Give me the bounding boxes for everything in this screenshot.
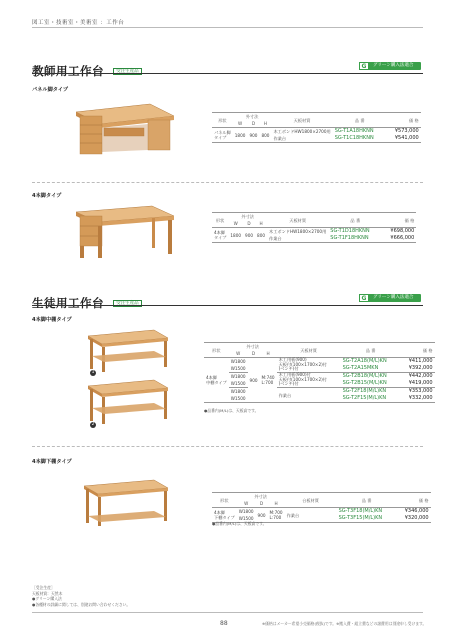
material-cell: 木工ボンドHW1800×2700用 [269, 229, 327, 234]
section-title: 生徒用工作台 [32, 296, 104, 310]
product-code: SG-T2B15(M/L)KN [342, 380, 387, 386]
product-code: SG-T3F18(M/L)KN [337, 508, 397, 516]
price: ¥411,000 [401, 358, 435, 366]
product-code: SG-T1D18HKNN [328, 228, 382, 236]
product-code: SG-T1F18HKNN [328, 235, 382, 243]
order-note-badge: 受注生産品 [113, 300, 142, 307]
product-code: SG-T1A18HKNN [333, 128, 387, 136]
product-code: SG-T3F15(M/L)KN [337, 515, 397, 523]
type-divider [32, 182, 423, 183]
material-cell: 木工ボンドHW1800×2700用 [273, 129, 331, 134]
marker-1: 1 [91, 370, 95, 375]
footnote: ●品番内(M/L)は、天板高です。 [212, 521, 267, 526]
header-divider [32, 27, 423, 28]
section-title-teacher [32, 60, 142, 79]
section-divider [32, 73, 423, 74]
footnote: ●品番内(M/L)は、天板高です。 [204, 408, 259, 413]
bottom-note: ［受注生産］ 天板材質：天然木 ●グリーン購入法 ●各種材の詳細に関しては、別途お問い合わせください。 [32, 585, 131, 607]
green-purchase-badge: G グリーン購入法適合 [359, 62, 421, 70]
marker-2: 2 [91, 422, 95, 427]
product-code: SG-T2A15MKN [342, 365, 379, 371]
product-code: SG-T2F15(M/L)KN [341, 395, 401, 403]
type-label-low-shelf: 4本脚下棚タイプ [32, 459, 72, 465]
section-title: 教師用工作台 [32, 64, 104, 78]
product-code: SG-T1C18HKNN [333, 135, 387, 143]
section-title-student [32, 292, 142, 311]
price: ¥353,000 [401, 388, 435, 396]
section-divider [32, 305, 423, 306]
page-number: 88 [220, 620, 228, 627]
material-cell: 作業台 [271, 135, 332, 143]
spec-table-low-shelf: 形状 外寸法 台板材質 品 番 価 格 W D H 4本脚 下棚タイプ W1800 900 M:700 L:700 作業台 SG-T3F18(M/L)KN ¥346,000 W1500 SG-T3F15(M/L)KN ¥320,000 [214, 494, 429, 521]
student-bench-image-1 [84, 328, 170, 374]
panel-leg-desk-image [70, 100, 176, 158]
type-label-mid-shelf: 4本脚中棚タイプ [32, 317, 72, 323]
price: ¥573,000 [387, 128, 421, 136]
material-cell: 木工用板(900)付 天板付(100×1700×2)付 (ベンチ)付 [277, 373, 341, 388]
material-cell: 作業台 [277, 388, 341, 403]
price: ¥666,000 [382, 235, 416, 243]
price: ¥442,000 [401, 373, 435, 381]
material-cell: 木工用板(900) 天板付(100×1700×2)付 (ベンチ)付 [277, 358, 341, 373]
order-note-badge: 受注生産品 [113, 68, 142, 75]
product-code: SG-T2B18(M/L)KN [341, 373, 401, 381]
breadcrumb: 図工室・技術室・美術室 ：工作台 [32, 20, 125, 26]
green-logo-icon: G [359, 62, 369, 70]
material-cell: 作業台 [285, 508, 337, 523]
footer-divider [32, 612, 423, 613]
four-leg-desk-image [70, 204, 176, 262]
price: ¥320,000 [397, 515, 431, 523]
spec-table-panel: 形状 外寸法 天板材質 品 番 価 格 W D H パネル脚 タイプ 1800 900 800 木工ボンドHW1800×2700用 SG-T1A18HKNN ¥573,000 作業台 SG-T1C18HKNN ¥541,000 [214, 114, 419, 141]
student-bench-image-3 [80, 478, 170, 528]
footer-note: ※価格はメーカー希望小売価格(税抜)です。※搬入費・組立費などの諸費用は別途申し受けます。 [262, 621, 427, 626]
price: ¥392,000 [408, 365, 433, 371]
type-divider [32, 446, 423, 447]
price: ¥698,000 [382, 228, 416, 236]
price: ¥419,000 [408, 380, 433, 386]
material-cell: 作業台 [267, 235, 328, 243]
green-logo-icon: G [359, 294, 369, 302]
type-label-panel: パネル脚タイプ [32, 87, 69, 93]
product-code: SG-T2F18(M/L)KN [341, 388, 401, 396]
price: ¥346,000 [397, 508, 431, 516]
price: ¥332,000 [401, 395, 435, 403]
green-purchase-badge: G グリーン購入法適合 [359, 294, 421, 302]
type-label-4leg: 4本脚タイプ [32, 193, 62, 199]
student-bench-image-2 [84, 378, 170, 426]
price: ¥541,000 [387, 135, 421, 143]
product-code: SG-T2A18(M/L)KN [341, 358, 401, 366]
spec-table-mid-shelf: 形状 外寸法 天板材質 品 番 価 格 W D H 4本脚 中棚タイプ W1800 900 M:740 L:700 木工用板(900) 天板付(100×1700×2)付 (ベンチ)付 SG-T2A18(M/L)KN ¥411,000 W1500 SG-T2A15MKN ¥392,000 W1800 木工用板(900)付 天板付(100×1700×2)付 (ベンチ)付 SG-T2B18(M/L)KN ¥442,000 W1500 SG-T2B15(M/L)KN ¥419,000 W1800 作業台 SG-T2F18(M/L)KN ¥353,000 W1500 SG-T2F15(M/L)KN ¥332,000 [206, 344, 433, 401]
spec-table-4leg: 形状 外寸法 天板材質 品 番 価 格 W D H 4本脚 タイプ 1800 900 800 木工ボンドHW1800×2700用 SG-T1D18HKNN ¥698,000 作業台 SG-T1F18HKNN ¥666,000 [214, 214, 415, 241]
